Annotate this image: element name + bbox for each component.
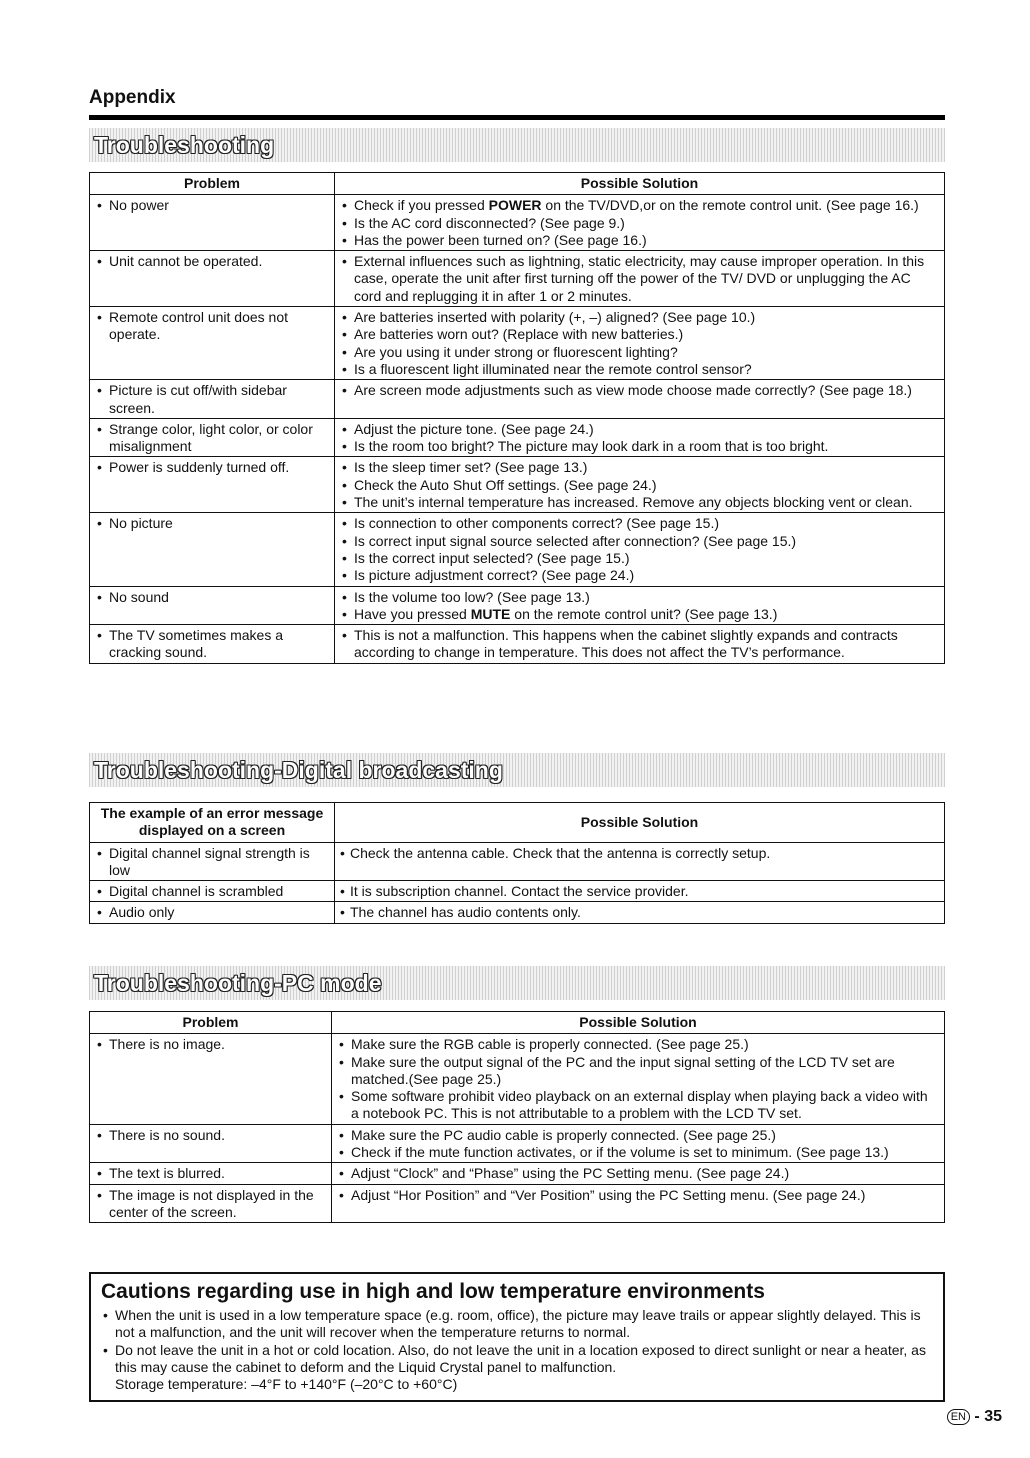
column-header-problem: Problem [90,1012,332,1034]
solution-item: • This is not a malfunction. This happens when the cabinet slightly expands and contracts according to change in temperature. This does not affect the TV’s performance. [340,627,939,662]
solution-item: • Is correct input signal source selected after connection? (See page 15.) [340,533,939,550]
solution-item: • Some software prohibit video playback on an external display when playing back a video with a notebook PC. This is not attributable to a problem with the LCD TV set. [337,1088,939,1123]
solution-item: • Adjust “Clock” and “Phase” using the PC Setting menu. (See page 24.) [337,1165,939,1182]
solution-cell [335,307,945,380]
problem-text: • The text is blurred. [95,1165,326,1182]
column-header-error-message: The example of an error message displayed on a screen [90,803,335,843]
solution-item: • Check if the mute function activates, or if the volume is set to minimum. (See page 13.) [337,1144,939,1161]
solution-cell [335,625,945,664]
problem-text: • Remote control unit does not operate. [95,309,329,344]
problem-cell [90,586,335,625]
solution-item: • Check the antenna cable. Check that the antenna is correctly setup. [340,845,939,862]
table-row [90,881,945,902]
solution-cell [332,1184,945,1223]
table-row [90,251,945,307]
table-row [90,307,945,380]
solution-cell [332,1034,945,1124]
problem-text: • Digital channel is scrambled [95,883,329,900]
solution-cell [332,1124,945,1163]
problem-cell [90,1034,332,1124]
cautions-box [89,1272,945,1402]
caution-item: • Do not leave the unit in a hot or cold location. Also, do not leave the unit in a location exposed to direct sunlight or near a heater, as this may cause the cabinet to deform and the Liquid Crystal panel to malfunction. [101,1342,933,1377]
solution-item [340,606,939,623]
table-row [90,842,945,881]
solution-cell [335,881,945,902]
table-row [90,902,945,923]
button-name: POWER [488,197,542,214]
solution-cell [335,586,945,625]
problem-cell [90,307,335,380]
problem-cell [90,195,335,251]
problem-cell [90,418,335,457]
problem-cell [90,1124,332,1163]
solution-cell [332,1163,945,1184]
solution-text: on the remote control unit? (See page 13.) [510,605,778,622]
table-row [90,457,945,513]
solution-item: • Is a fluorescent light illuminated near the remote control sensor? [340,361,939,378]
solution-item: • The channel has audio contents only. [340,904,939,921]
solution-item: • Make sure the RGB cable is properly connected. (See page 25.) [337,1036,939,1053]
table-row [90,418,945,457]
solution-item: • Are you using it under strong or fluorescent lighting? [340,344,939,361]
section-heading: Appendix [89,87,176,108]
solution-cell [335,418,945,457]
solution-cell [335,513,945,586]
cautions-title: Cautions regarding use in high and low temperature environments [101,1280,765,1303]
problem-text: • Picture is cut off/with sidebar screen. [95,382,329,417]
column-header-problem: Problem [90,173,335,195]
solution-item: • Make sure the output signal of the PC and the input signal setting of the LCD TV set are matched.(See page 25.) [337,1054,939,1089]
problem-cell [90,251,335,307]
solution-item: • Has the power been turned on? (See page 16.) [340,232,939,249]
solution-text: Check if you pressed [354,197,489,214]
solution-item: • Make sure the PC audio cable is properly connected. (See page 25.) [337,1127,939,1144]
problem-text: • There is no sound. [95,1127,326,1144]
solution-item: • Is the AC cord disconnected? (See page 9.) [340,215,939,232]
table-row [90,195,945,251]
solution-item: • Is the room too bright? The picture may look dark in a room that is too bright. [340,438,939,455]
solution-cell [335,842,945,881]
table-row [90,586,945,625]
problem-cell [90,881,335,902]
problem-cell [90,625,335,664]
table-row [90,1184,945,1223]
solution-item: • Adjust “Hor Position” and “Ver Position” using the PC Setting menu. (See page 24.) [337,1187,939,1204]
solution-item: • Is picture adjustment correct? (See page 24.) [340,567,939,584]
problem-text: • No picture [95,515,329,532]
table-row [90,625,945,664]
column-header-solution: Possible Solution [332,1012,945,1034]
problem-text: • The TV sometimes makes a cracking sound. [95,627,329,662]
problem-text: • There is no image. [95,1036,326,1053]
solution-item: • Are batteries worn out? (Replace with new batteries.) [340,326,939,343]
problem-text: • Strange color, light color, or color misalignment [95,421,329,456]
page-footer [947,1408,1002,1426]
column-header-solution: Possible Solution [335,173,945,195]
solution-item: • Are batteries inserted with polarity (+, –) aligned? (See page 10.) [340,309,939,326]
problem-text: • Power is suddenly turned off. [95,459,329,476]
problem-cell [90,457,335,513]
solution-item: • It is subscription channel. Contact the service provider. [340,883,939,900]
header-divider [89,115,945,120]
button-name: MUTE [470,605,511,622]
solution-item: • Is the volume too low? (See page 13.) [340,589,939,606]
problem-text: • Unit cannot be operated. [95,253,329,270]
language-badge: EN [947,1409,970,1425]
pc-mode-table [89,1011,945,1223]
solution-cell [335,195,945,251]
problem-cell [90,1184,332,1223]
table-row [90,380,945,419]
table-row [90,1163,945,1184]
problem-cell [90,842,335,881]
solution-cell [335,457,945,513]
solution-cell [335,380,945,419]
pc-mode-title: Troubleshooting-PC mode [89,966,945,1000]
page-number: - 35 [974,1408,1002,1425]
column-header-solution: Possible Solution [335,803,945,843]
solution-cell [335,902,945,923]
troubleshooting-table [89,172,945,664]
solution-text: Have you pressed [354,605,471,622]
digital-broadcasting-title: Troubleshooting-Digital broadcasting [89,753,945,787]
solution-item [340,197,939,214]
solution-item: • Is the sleep timer set? (See page 13.) [340,459,939,476]
troubleshooting-title: Troubleshooting [89,128,945,162]
problem-text: • Digital channel signal strength is low [95,845,329,880]
solution-item: • Are screen mode adjustments such as view mode choose made correctly? (See page 18.) [340,382,939,399]
problem-cell [90,380,335,419]
solution-item: • Adjust the picture tone. (See page 24.) [340,421,939,438]
problem-cell [90,513,335,586]
problem-cell [90,1163,332,1184]
table-row [90,1034,945,1124]
solution-item: • The unit’s internal temperature has increased. Remove any objects blocking vent or clean. [340,494,939,511]
cautions-list [101,1307,933,1376]
table-row [90,513,945,586]
solution-text: on the TV/DVD,or on the remote control unit. (See page 16.) [541,197,919,214]
digital-broadcasting-table [89,802,945,924]
problem-text: • Audio only [95,904,329,921]
solution-item: • Is the correct input selected? (See page 15.) [340,550,939,567]
problem-text: • No power [95,197,329,214]
problem-text: • No sound [95,589,329,606]
problem-cell [90,902,335,923]
table-row [90,1124,945,1163]
solution-item: • External influences such as lightning, static electricity, may cause improper operation. In this case, operate the unit after first turning off the power of the TV/ DVD or unplugging the AC cord and replugging it in after 1 or 2 minutes. [340,253,939,305]
solution-item: • Is connection to other components correct? (See page 15.) [340,515,939,532]
problem-text: • The image is not displayed in the center of the screen. [95,1187,326,1222]
solution-cell [335,251,945,307]
storage-temperature: Storage temperature: –4°F to +140°F (–20°C to +60°C) [115,1376,458,1393]
caution-item: • When the unit is used in a low temperature space (e.g. room, office), the picture may leave trails or appear slightly delayed. This is not a malfunction, and the unit will recover when the temperature returns to normal. [101,1307,933,1342]
solution-item: • Check the Auto Shut Off settings. (See page 24.) [340,477,939,494]
